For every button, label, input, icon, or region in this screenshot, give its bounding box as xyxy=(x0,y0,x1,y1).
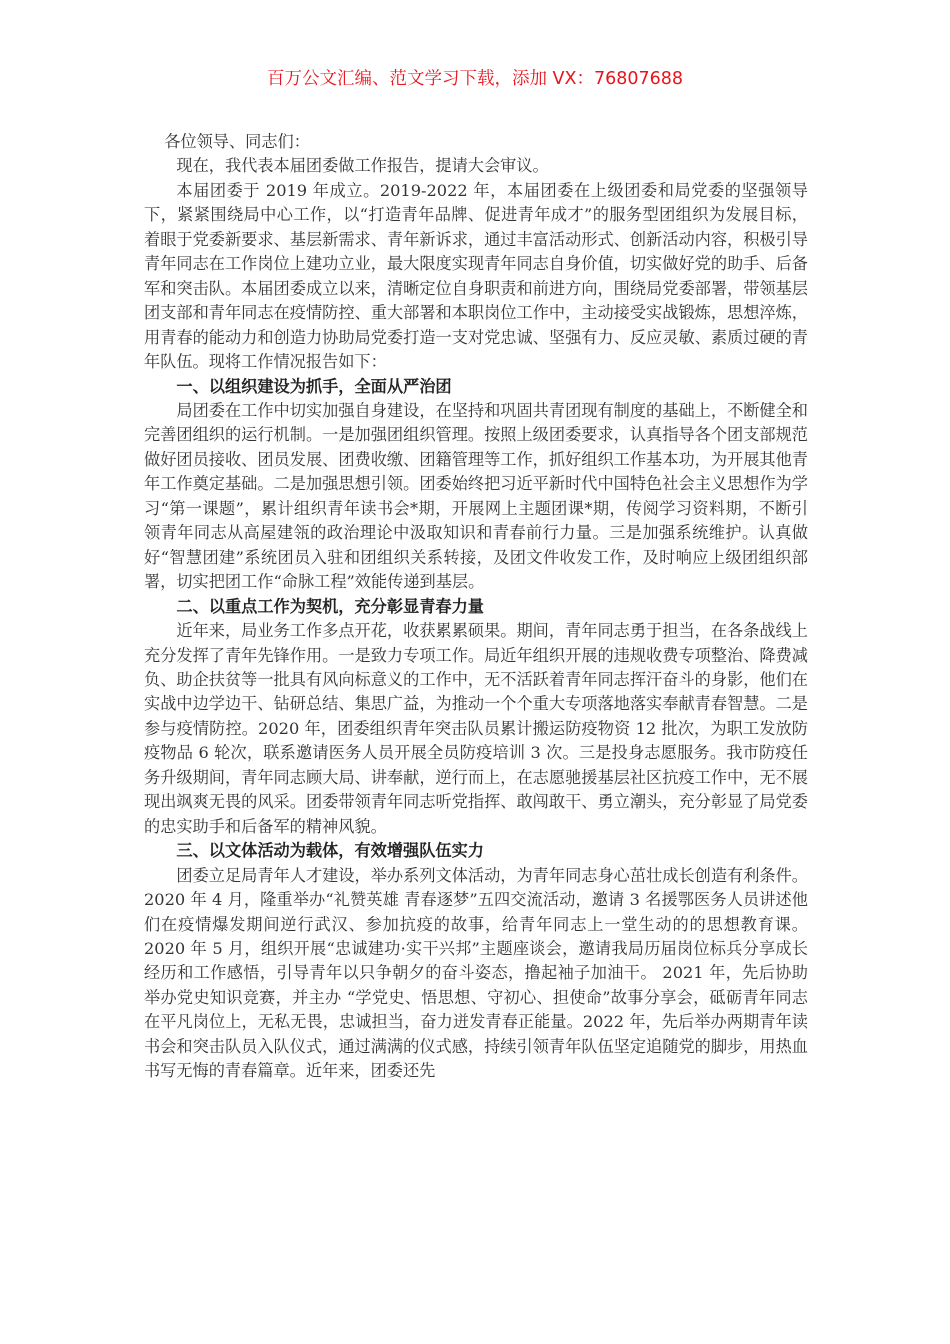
overview-paragraph: 本届团委于 2019 年成立。2019-2022 年，本届团委在上级团委和局党委的坚强领导下，紧紧围绕局中心工作，以“打造青年品牌、促进青年成才”的服务型团组织为发展目标，着眼于党委新要求、基层新需求、青年新诉求，通过丰富活动形式、创新活动内容，积极引导青年同志在工作岗位上建功立业，最大限度实现青年同志自身价值，切实做好党的助手、后备军和突击队。本届团委成立以来，清晰定位自身职责和前进方向，围绕局党委部署，带领基层团支部和青年同志在疫情防控、重大部署和本职岗位工作中，主动接受实战锻炼，思想淬炼，用青春的能动力和创造力协助局党委打造一支对党忠诚、坚强有力、反应灵敏、素质过硬的青年队伍。现将工作情况报告如下： xyxy=(144,180,808,372)
section-heading-3: 三、以文体活动为载体，有效增强队伍实力 xyxy=(176,841,484,861)
section-heading-1: 一、以组织建设为抓手，全面从严治团 xyxy=(176,376,452,396)
document-body xyxy=(144,130,808,1084)
intro-paragraph: 现在，我代表本届团委做工作报告，提请大会审议。 xyxy=(176,156,549,176)
section-body-3: 团委立足局青年人才建设，举办系列文体活动，为青年同志身心茁壮成长创造有利条件。2020 年 4 月，隆重举办“礼赞英雄 青春逐梦”五四交流活动，邀请 3 名援鄂医务人员讲述他们在疫情爆发期间逆行武汉、参加抗疫的故事，给青年同志上一堂生动的的思想教育课。2020 年 5 月，组织开展“忠诚建功·实干兴邦”主题座谈会，邀请我局历届岗位标兵分享成长经历和工作感悟，引导青年以只争朝夕的奋斗姿态，撸起袖子加油干。 2021 年，先后协助举办党史知识竞赛，并主办 “学党史、悟思想、守初心、担使命”故事分享会，砥砺青年同志在平凡岗位上，无私无畏，忠诚担当，奋力迸发青春正能量。2022 年，先后举办两期青年读书会和突击队员入队仪式，通过满满的仪式感，持续引领青年队伍坚定追随党的脚步，用热血书写无悔的青春篇章。近年来，团委还先 xyxy=(144,865,808,1081)
section-body-2: 近年来，局业务工作多点开花，收获累累硕果。期间，青年同志勇于担当，在各条战线上充分发挥了青年先锋作用。一是致力专项工作。局近年组织开展的违规收费专项整治、降费减负、助企扶贫等一批具有风向标意义的工作中，无不活跃着青年同志挥汗奋斗的身影，他们在实战中边学边干、钻研总结、集思广益，为推动一个个重大专项落地落实奉献青春智慧。二是参与疫情防控。2020 年，团委组织青年突击队员累计搬运防疫物资 12 批次，为职工发放防疫物品 6 轮次，联系邀请医务人员开展全员防疫培训 3 次。三是投身志愿服务。我市防疫任务升级期间，青年同志顾大局、讲奉献，逆行而上，在志愿驰援基层社区抗疫工作中，无不展现出飒爽无畏的风采。团委带领青年同志听党指挥、敢闯敢干、勇立潮头，充分彰显了局党委的忠实助手和后备军的精神风貌。 xyxy=(144,621,808,836)
salutation: 各位领导、同志们： xyxy=(164,132,310,151)
section-body-1: 局团委在工作中切实加强自身建设，在坚持和巩固共青团现有制度的基础上，不断健全和完善团组织的运行机制。一是加强团组织管理。按照上级团委要求，认真指导各个团支部规范做好团员接收、团员发展、团费收缴、团籍管理等工作，抓好组织工作基本功，为开展其他青年工作奠定基础。二是加强思想引领。团委始终把习近平新时代中国特色社会主义思想作为学习“第一课题”，累计组织青年读书会*期，开展网上主题团课*期，传阅学习资料期，不断引领青年同志从高屋建瓴的政治理论中汲取知识和青春前行力量。三是加强系统维护。认真做好“智慧团建”系统团员入驻和团组织关系转接，及团文件收发工作，及时响应上级团组织部署，切实把团工作“命脉工程”效能传递到基层。 xyxy=(144,400,808,592)
section-heading-2: 二、以重点工作为契机，充分彰显青春力量 xyxy=(176,596,484,616)
watermark-header: 百万公文汇编、范文学习下载，添加 VX：76807688 xyxy=(266,69,684,89)
